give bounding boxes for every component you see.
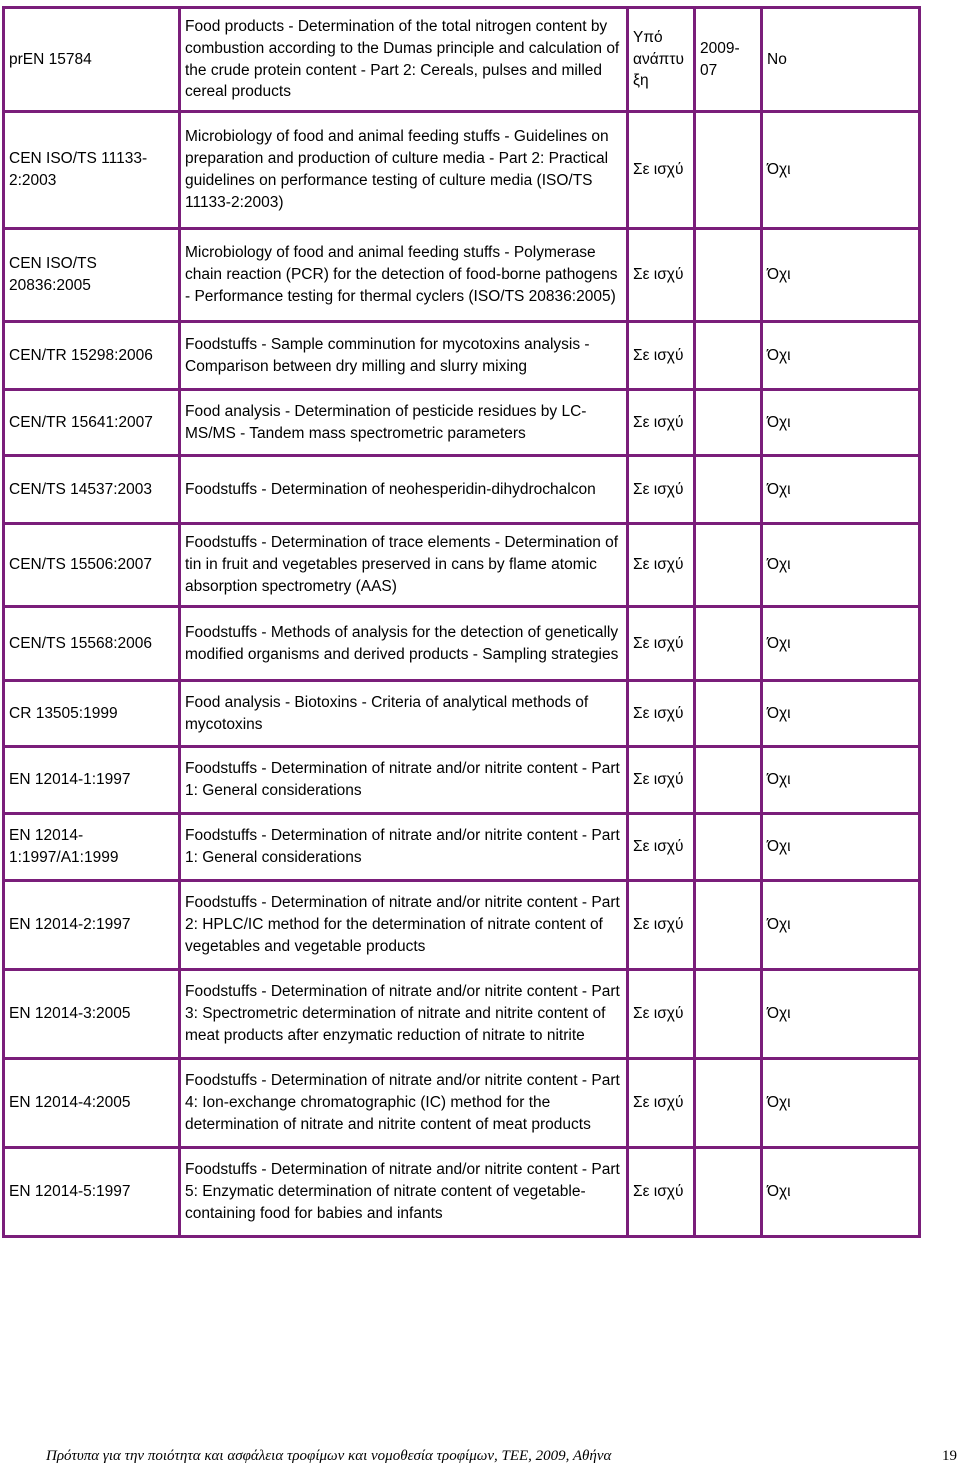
table-row [4, 607, 920, 681]
standard-title: Foodstuffs - Determination of neohesperidin-dihydrochalcon [180, 456, 628, 524]
table-row [4, 456, 920, 524]
standard-code: CEN ISO/TS 11133-2:2003 [4, 112, 180, 229]
standard-status: Σε ισχύ [628, 970, 695, 1059]
table-row [4, 881, 920, 970]
standards-table [2, 6, 921, 1238]
standard-status: Σε ισχύ [628, 1059, 695, 1148]
table-row [4, 747, 920, 814]
standard-title: Foodstuffs - Sample comminution for mycotoxins analysis - Comparison between dry milling and slurry mixing [180, 322, 628, 390]
table-row [4, 1148, 920, 1237]
standard-revision: Όχι [762, 322, 920, 390]
standard-code: EN 12014-2:1997 [4, 881, 180, 970]
standard-code: CEN/TR 15641:2007 [4, 390, 180, 456]
standard-status: Σε ισχύ [628, 681, 695, 747]
table-row [4, 390, 920, 456]
standard-revision: Όχι [762, 456, 920, 524]
standard-date [695, 229, 762, 322]
table-row [4, 322, 920, 390]
table-row [4, 8, 920, 112]
standard-status: Σε ισχύ [628, 814, 695, 881]
standard-date [695, 747, 762, 814]
standard-status: Σε ισχύ [628, 1148, 695, 1237]
standard-revision: Όχι [762, 681, 920, 747]
standard-status: Σε ισχύ [628, 322, 695, 390]
standard-title: Foodstuffs - Determination of nitrate and/or nitrite content - Part 2: HPLC/IC method for the determination of nitrate content of vegetables and vegetable products [180, 881, 628, 970]
standard-code: CEN/TS 15506:2007 [4, 524, 180, 607]
standard-code: CEN ISO/TS 20836:2005 [4, 229, 180, 322]
standard-revision: Όχι [762, 112, 920, 229]
footer-text: Πρότυπα για την ποιότητα και ασφάλεια τροφίμων και νομοθεσία τροφίμων, ΤΕΕ, 2009, Αθήνα [46, 1448, 612, 1464]
table-row [4, 814, 920, 881]
standard-revision: Όχι [762, 814, 920, 881]
standard-date [695, 1148, 762, 1237]
table-row [4, 112, 920, 229]
standard-title: Food analysis - Biotoxins - Criteria of analytical methods of mycotoxins [180, 681, 628, 747]
standard-status: Σε ισχύ [628, 607, 695, 681]
standard-date [695, 322, 762, 390]
standard-date [695, 524, 762, 607]
standard-code: CEN/TS 15568:2006 [4, 607, 180, 681]
standard-title: Food products - Determination of the total nitrogen content by combustion according to the Dumas principle and calculation of the crude protein content - Part 2: Cereals, pulses and milled cereal products [180, 8, 628, 112]
standard-title: Foodstuffs - Determination of trace elements - Determination of tin in fruit and vegetables preserved in cans by flame atomic absorption spectrometry (AAS) [180, 524, 628, 607]
page-number: 19 [942, 1448, 957, 1464]
standard-revision: Όχι [762, 1059, 920, 1148]
standard-title: Foodstuffs - Determination of nitrate and/or nitrite content - Part 1: General considerations [180, 747, 628, 814]
standard-revision: Όχι [762, 970, 920, 1059]
standard-date [695, 456, 762, 524]
standard-date [695, 814, 762, 881]
standard-date [695, 881, 762, 970]
standards-table-body [4, 8, 920, 1237]
standard-code: EN 12014-1:1997 [4, 747, 180, 814]
standard-status: Σε ισχύ [628, 747, 695, 814]
standard-revision: Όχι [762, 747, 920, 814]
standard-revision: Όχι [762, 229, 920, 322]
table-row [4, 1059, 920, 1148]
standard-revision: No [762, 8, 920, 112]
standard-title: Microbiology of food and animal feeding stuffs - Guidelines on preparation and production of culture media - Part 2: Practical guidelines on performance testing of culture media (ISO/TS 11133-2:2003) [180, 112, 628, 229]
standard-date: 2009-07 [695, 8, 762, 112]
standard-title: Food analysis - Determination of pesticide residues by LC-MS/MS - Tandem mass spectrometric parameters [180, 390, 628, 456]
standard-revision: Όχι [762, 390, 920, 456]
standard-title: Foodstuffs - Determination of nitrate and/or nitrite content - Part 3: Spectrometric determination of nitrate and nitrite content of meat products after enzymatic reduction of nitrate to nitrite [180, 970, 628, 1059]
standard-code: CR 13505:1999 [4, 681, 180, 747]
standard-date [695, 1059, 762, 1148]
standard-title: Foodstuffs - Determination of nitrate and/or nitrite content - Part 5: Enzymatic determination of nitrate content of vegetable-containing food for babies and infants [180, 1148, 628, 1237]
standard-status: Σε ισχύ [628, 881, 695, 970]
standard-date [695, 681, 762, 747]
table-row [4, 524, 920, 607]
standard-code: EN 12014-5:1997 [4, 1148, 180, 1237]
standard-title: Foodstuffs - Determination of nitrate and/or nitrite content - Part 4: Ion-exchange chromatographic (IC) method for the determination of nitrate and nitrite content of meat products [180, 1059, 628, 1148]
standard-status: Σε ισχύ [628, 456, 695, 524]
standard-date [695, 970, 762, 1059]
standard-revision: Όχι [762, 524, 920, 607]
standard-date [695, 112, 762, 229]
standard-code: EN 12014-1:1997/A1:1999 [4, 814, 180, 881]
standard-title: Foodstuffs - Methods of analysis for the detection of genetically modified organisms and derived products - Sampling strategies [180, 607, 628, 681]
standard-status: Σε ισχύ [628, 390, 695, 456]
standard-code: EN 12014-4:2005 [4, 1059, 180, 1148]
standard-code: CEN/TR 15298:2006 [4, 322, 180, 390]
page-footer [46, 1448, 960, 1465]
standard-title: Foodstuffs - Determination of nitrate and/or nitrite content - Part 1: General considerations [180, 814, 628, 881]
standard-revision: Όχι [762, 881, 920, 970]
standard-status: Σε ισχύ [628, 112, 695, 229]
standard-status: Υπό ανάπτυ ξη [628, 8, 695, 112]
table-row [4, 970, 920, 1059]
standard-revision: Όχι [762, 607, 920, 681]
standard-code: prEN 15784 [4, 8, 180, 112]
standard-revision: Όχι [762, 1148, 920, 1237]
table-row [4, 229, 920, 322]
standard-date [695, 607, 762, 681]
standard-code: CEN/TS 14537:2003 [4, 456, 180, 524]
standard-code: EN 12014-3:2005 [4, 970, 180, 1059]
standard-title: Microbiology of food and animal feeding stuffs - Polymerase chain reaction (PCR) for the detection of food-borne pathogens - Performance testing for thermal cyclers (ISO/TS 20836:2005) [180, 229, 628, 322]
table-row [4, 681, 920, 747]
standard-status: Σε ισχύ [628, 524, 695, 607]
standard-date [695, 390, 762, 456]
standard-status: Σε ισχύ [628, 229, 695, 322]
